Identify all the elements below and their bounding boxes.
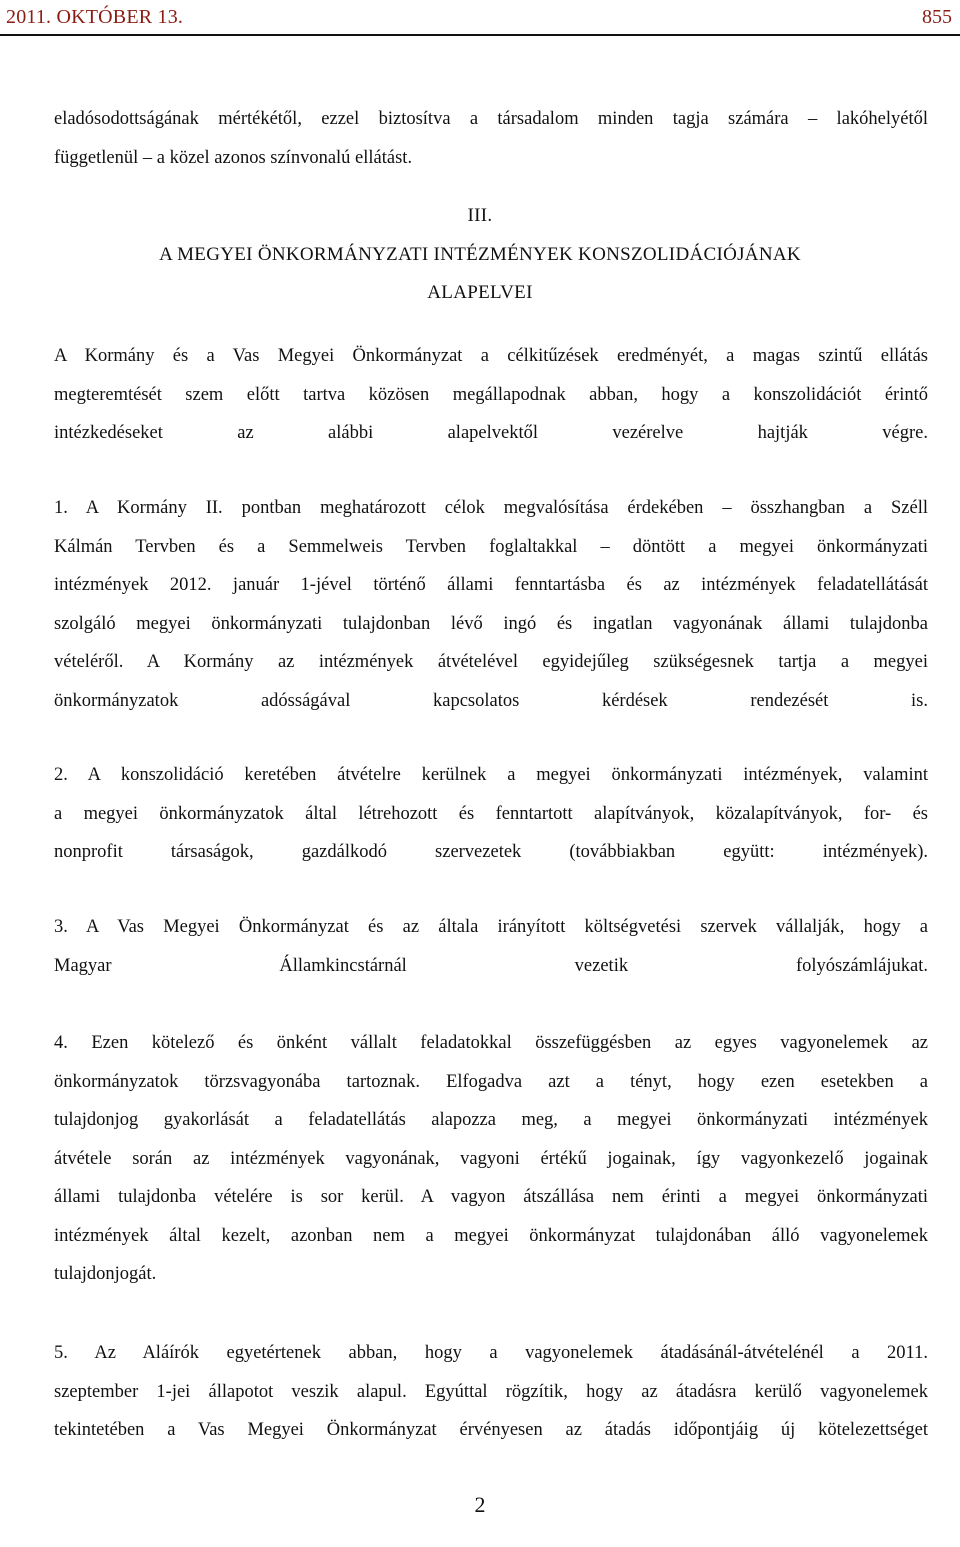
footer-page-number: 2 xyxy=(474,1492,486,1517)
paragraph-line: 5. Az Aláírók egyetértenek abban, hogy a vagyonelemek átadásánál-átvételénél a 2011. xyxy=(54,1343,928,1363)
section-title-line1: A MEGYEI ÖNKORMÁNYZATI INTÉZMÉNYEK KONSZOLIDÁCIÓJÁNAK xyxy=(159,243,801,265)
paragraph-line: Kálmán Tervben és a Semmelweis Tervben foglaltakkal – döntött a megyei önkormányzati xyxy=(54,536,928,557)
lead-line: intézkedéseket az alábbi alapelvektől vezérelve hajtják végre. xyxy=(54,423,928,443)
paragraph-line: átvétele során az intézmények vagyonának, vagyoni értékű jogainak, így vagyonkezelő jogainak xyxy=(54,1148,928,1169)
paragraph-line: a megyei önkormányzatok által létrehozott és fenntartott alapítványok, közalapítványok, for- és xyxy=(54,803,928,824)
paragraph-line: szolgáló megyei önkormányzati tulajdonban lévő ingó és ingatlan vagyonának állami tulajdonba xyxy=(54,613,928,634)
paragraph-line: tekintetében a Vas Megyei Önkormányzat érvényesen az átadás időpontjáig új kötelezettséget xyxy=(54,1420,928,1440)
intro-line: eladósodottságának mértékétől, ezzel biztosítva a társadalom minden tagja számára – lakóhelyétől xyxy=(54,109,928,129)
lead-line: megteremtését szem előtt tartva közösen megállapodnak abban, hogy a konszolidációt érintő xyxy=(54,384,928,405)
lead-paragraph xyxy=(54,337,928,453)
intro-paragraph xyxy=(54,100,928,177)
lead-line: A Kormány és a Vas Megyei Önkormányzat a célkitűzések eredményét, a magas szintű ellátás xyxy=(54,346,928,366)
header-page-number: 855 xyxy=(922,6,952,28)
paragraph-line: 1. A Kormány II. pontban meghatározott célok megvalósítása érdekében – összhangban a Széll xyxy=(54,498,928,518)
paragraph-line: Magyar Államkincstárnál vezetik folyószámlájukat. xyxy=(54,955,928,976)
paragraph-line: tulajdonjogát. xyxy=(54,1264,157,1284)
paragraph-line: önkormányzatok adósságával kapcsolatos kérdések rendezését is. xyxy=(54,690,928,711)
page-header xyxy=(0,0,960,36)
paragraph-line: állami tulajdonba vételére is sor kerül. A vagyon átszállása nem érinti a megyei önkormányzati xyxy=(54,1187,928,1207)
paragraph-line: 4. Ezen kötelező és önként vállalt feladatokkal összefüggésben az egyes vagyonelemek az xyxy=(54,1033,928,1053)
paragraph-line: intézmények 2012. január 1-jével történő állami fenntartásba és az intézmények feladatellátását xyxy=(54,575,928,595)
paragraph-line: tulajdonjog gyakorlását a feladatellátás alapozza meg, a megyei önkormányzati intézmények xyxy=(54,1110,928,1130)
section-title-line2: ALAPELVEI xyxy=(427,282,533,303)
paragraph-line: intézmények által kezelt, azonban nem a megyei önkormányzat tulajdonában álló vagyonelemek xyxy=(54,1225,928,1246)
paragraph-line: nonprofit társaságok, gazdálkodó szervezetek (továbbiakban együtt: intézmények). xyxy=(54,842,928,862)
intro-line: függetlenül – a közel azonos színvonalú ellátást. xyxy=(54,147,413,168)
paragraph-4 xyxy=(54,1024,928,1294)
paragraph-5 xyxy=(54,1334,928,1450)
paragraph-line: szeptember 1-jei állapotot veszik alapul. Egyúttal rögzítik, hogy az átadásra kerülő vagyonelemek xyxy=(54,1381,928,1402)
paragraph-1 xyxy=(54,489,928,720)
paragraph-line: 3. A Vas Megyei Önkormányzat és az általa irányított költségvetési szervek vállalják, hogy a xyxy=(54,917,928,937)
paragraph-line: önkormányzatok törzsvagyonába tartoznak. Elfogadva azt a tényt, hogy ezen esetekben a xyxy=(54,1071,928,1092)
paragraph-2 xyxy=(54,756,928,872)
paragraph-line: 2. A konszolidáció keretében átvételre kerülnek a megyei önkormányzati intézmények, valamint xyxy=(54,765,928,785)
paragraph-3 xyxy=(54,908,928,985)
header-date: 2011. OKTÓBER 13. xyxy=(6,6,184,28)
section-number: III. xyxy=(467,205,493,226)
section-heading xyxy=(0,197,960,313)
paragraph-line: vételéről. A Kormány az intézmények átvételével egyidejűleg szükségesnek tartja a megyei xyxy=(54,652,928,672)
